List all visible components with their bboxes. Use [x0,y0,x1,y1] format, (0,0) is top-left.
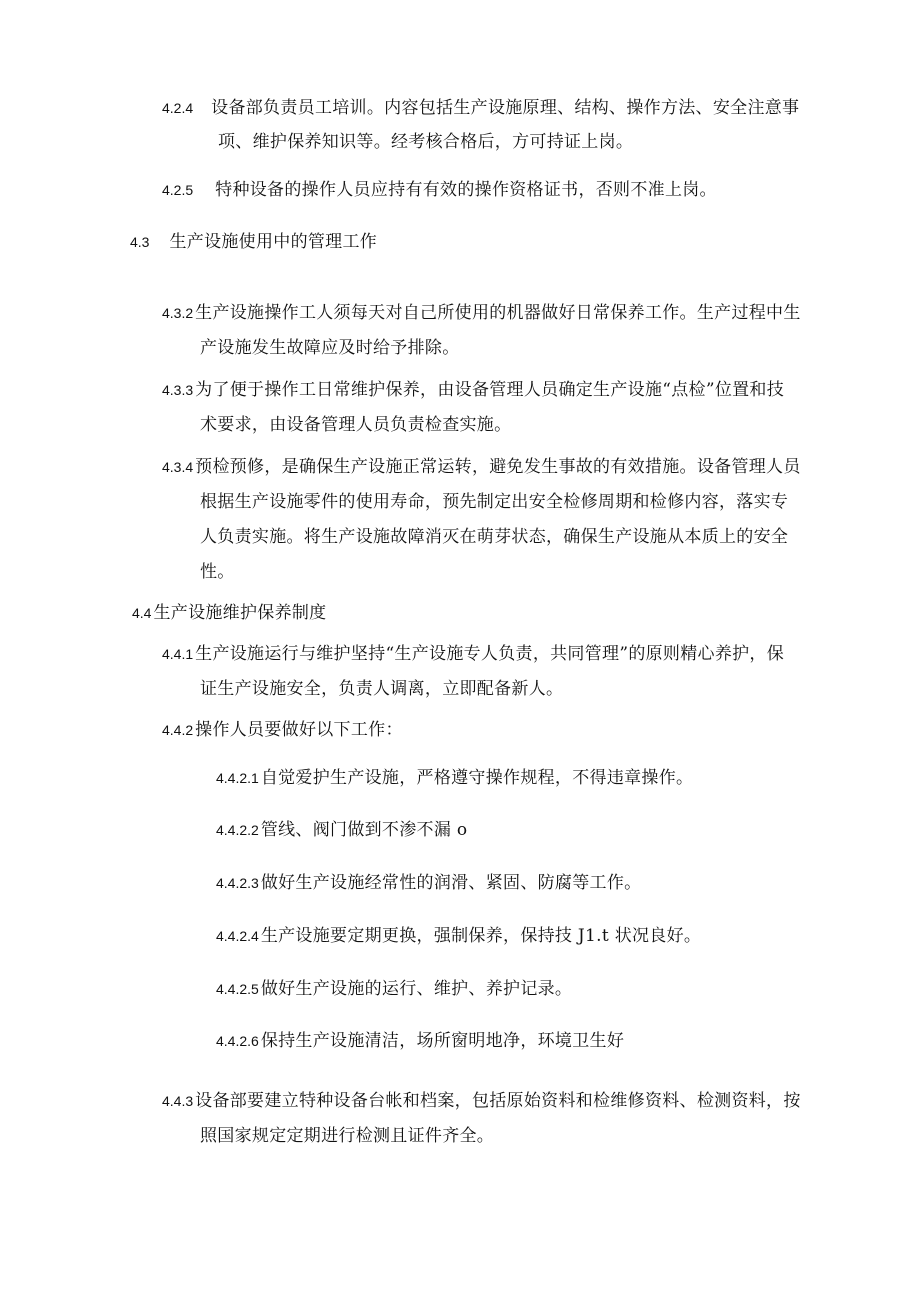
list-item-text: 生产设施要定期更换，强制保养，保持技 J1.t 状况良好。 [260,926,702,946]
paragraph-text: 特种设备的操作人员应持有有效的操作资格证书，否则不准上岗。 [215,180,717,200]
list-item [216,1029,624,1053]
clause-number: 4.4.2.4 [216,928,259,944]
list-item [216,977,572,1001]
clause-number: 4.2.5 [162,182,194,198]
paragraph-text: 生产设施运行与维护坚持“生产设施专人负责，共同管理”的原则精心养护，保 [195,644,785,664]
clause-number: 4.4.2.2 [216,822,259,838]
list-item-text: 保持生产设施清洁，场所窗明地净，环境卫生好 [260,1031,625,1051]
paragraph-text: 人负责实施。将生产设施故障消灭在萌芽状态，确保生产设施从本质上的安全 [200,527,789,547]
paragraph-text: 照国家规定定期进行检测且证件齐全。 [200,1126,495,1146]
paragraph-4-3-2-line-2 [200,336,460,360]
list-item-text: 自觉爱护生产设施，严格遵守操作规程，不得违章操作。 [260,768,694,788]
list-item [216,924,701,948]
clause-number: 4.4.2.5 [216,981,259,997]
list-item [216,871,641,895]
paragraph-4-3-4-line-1 [162,455,801,479]
list-item [216,818,467,842]
clause-number: 4.3.2 [162,305,194,321]
paragraph-text: 设备部要建立特种设备台帐和档案，包括原始资料和检维修资料、检测资料，按 [195,1091,801,1111]
paragraph-text: 性。 [200,562,235,582]
paragraph-4-4-3-line-2 [200,1124,494,1148]
paragraph-4-2-4-line-2 [218,130,633,154]
clause-number: 4.3.4 [162,459,194,475]
paragraph-text: 预检预修，是确保生产设施正常运转，避免发生事故的有效措施。设备管理人员 [195,457,801,477]
paragraph-text: 术要求，由设备管理人员负责检查实施。 [200,415,512,435]
paragraph-4-3-4-line-3 [200,525,788,549]
paragraph-text: 设备部负责员工培训。内容包括生产设施原理、结构、操作方法、安全注意事 [211,98,800,118]
paragraph-4-2-5 [162,178,717,202]
paragraph-4-4-2 [162,718,403,742]
paragraph-4-3-3-line-2 [200,413,511,437]
section-title: 生产设施维护保养制度 [153,603,327,623]
clause-number: 4.4.2.3 [216,875,259,891]
paragraph-text: 产设施发生故障应及时给予排除。 [200,338,460,358]
paragraph-4-3-4-line-4 [200,560,235,584]
list-item-text: 做好生产设施的运行、维护、养护记录。 [260,979,573,999]
section-number: 4.4 [132,605,152,621]
paragraph-text: 证生产设施安全，负责人调离，立即配备新人。 [200,679,564,699]
paragraph-text: 项、维护保养知识等。经考核合格后，方可持证上岗。 [218,132,634,152]
paragraph-4-3-3-line-1 [162,378,784,402]
list-item [216,766,693,790]
paragraph-text: 根据生产设施零件的使用寿命，预先制定出安全检修周期和检修内容，落实专 [200,492,789,512]
clause-number: 4.4.3 [162,1093,194,1109]
paragraph-4-2-4-line-1 [162,96,799,120]
paragraph-4-4-1-line-1 [162,642,784,666]
clause-number: 4.4.2.6 [216,1033,259,1049]
paragraph-text: 生产设施操作工人须每天对自己所使用的机器做好日常保养工作。生产过程中生 [195,303,801,323]
list-item-text: 管线、阀门做到不渗不漏 o [260,820,468,840]
paragraph-4-3-2-line-1 [162,301,801,325]
paragraph-text: 为了便于操作工日常维护保养，由设备管理人员确定生产设施“点检”位置和技 [195,380,785,400]
section-heading-4-3 [130,230,377,254]
clause-number: 4.4.2 [162,722,194,738]
clause-number: 4.4.2.1 [216,770,259,786]
clause-number: 4.2.4 [162,100,194,116]
section-title: 生产设施使用中的管理工作 [169,232,378,252]
section-heading-4-4 [132,601,326,625]
section-number: 4.3 [130,234,150,250]
paragraph-4-4-3-line-1 [162,1089,801,1113]
paragraph-text: 操作人员要做好以下工作： [195,720,403,740]
clause-number: 4.3.3 [162,382,194,398]
list-item-text: 做好生产设施经常性的润滑、紧固、防腐等工作。 [260,873,642,893]
clause-number: 4.4.1 [162,646,194,662]
paragraph-4-3-4-line-2 [200,490,788,514]
paragraph-4-4-1-line-2 [200,677,563,701]
